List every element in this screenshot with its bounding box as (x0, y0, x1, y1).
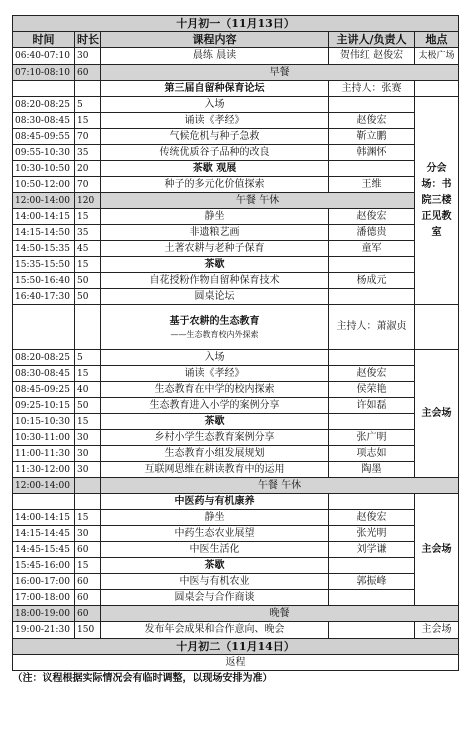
time-cell: 10:50-12:00 (13, 177, 75, 193)
section-header (13, 494, 459, 510)
duration-cell: 15 (75, 257, 101, 273)
duration-cell: 120 (75, 193, 101, 209)
duration-cell: 30 (75, 48, 101, 65)
table-row (13, 241, 459, 257)
venue-cell-main: 主会场 (415, 350, 459, 478)
duration-cell: 60 (75, 606, 101, 622)
speaker-cell: 张广明 (329, 430, 415, 446)
table-row (13, 590, 459, 606)
time-cell: 08:30-08:45 (13, 113, 75, 129)
table-row (13, 289, 459, 305)
time-cell: 14:50-15:35 (13, 241, 75, 257)
content-cell: 午餐 午休 (101, 478, 459, 494)
content-cell: 自花授粉作物自留种保育技术 (101, 273, 329, 289)
time-cell: 15:35-15:50 (13, 257, 75, 273)
content-cell: 圆桌论坛 (101, 289, 329, 305)
time-cell: 10:30-11:00 (13, 430, 75, 446)
content-cell: 土著农耕与老种子保育 (101, 241, 329, 257)
venue-cell-branch: 分会场：书院三楼正见教室 (415, 97, 459, 305)
section-title: 基于农耕的生态教育 (169, 315, 260, 327)
section-subtitle: ——生态教育校内外探索 (170, 329, 259, 339)
speaker-cell: 潘德贵 (329, 225, 415, 241)
time-cell: 08:30-08:45 (13, 366, 75, 382)
speaker-cell: 项志如 (329, 446, 415, 462)
time-cell: 15:50-16:40 (13, 273, 75, 289)
duration-cell: 15 (75, 414, 101, 430)
time-cell: 10:30-10:50 (13, 161, 75, 177)
content-cell: 午餐 午休 (101, 193, 415, 209)
speaker-cell: 张光明 (329, 526, 415, 542)
duration-cell: 70 (75, 129, 101, 145)
time-cell: 19:00-21:30 (13, 622, 75, 639)
section-title: 中医药与有机康养 (101, 494, 329, 510)
table-row (13, 129, 459, 145)
table-row (13, 273, 459, 289)
agenda-table (12, 15, 459, 686)
header-content: 课程内容 (101, 32, 329, 48)
section-title-cell (101, 305, 329, 350)
speaker-cell: 赵俊宏 (329, 209, 415, 225)
speaker-cell: 刘学谦 (329, 542, 415, 558)
venue-cell: 太极广场 (415, 48, 459, 65)
speaker-cell: 杨成元 (329, 273, 415, 289)
speaker-cell: 贺伟红 赵俊宏 (329, 48, 415, 65)
time-cell: 07:10-08:10 (13, 65, 75, 81)
duration-cell: 15 (75, 366, 101, 382)
table-row (13, 430, 459, 446)
duration-cell: 50 (75, 289, 101, 305)
speaker-cell: 陶墨 (329, 462, 415, 478)
section-header (13, 305, 459, 350)
table-row (13, 225, 459, 241)
time-cell: 09:55-10:30 (13, 145, 75, 161)
duration-cell: 50 (75, 398, 101, 414)
table-row (13, 97, 459, 113)
content-cell: 生态教育进入小学的案例分享 (101, 398, 329, 414)
time-cell: 09:25-10:15 (13, 398, 75, 414)
content-cell: 入场 (101, 350, 329, 366)
table-row (13, 48, 459, 65)
duration-cell: 45 (75, 241, 101, 257)
speaker-cell: 靳立鹏 (329, 129, 415, 145)
time-cell: 16:40-17:30 (13, 289, 75, 305)
content-cell: 茶歇 观展 (101, 161, 329, 177)
content-cell: 静坐 (101, 510, 329, 526)
time-cell: 11:00-11:30 (13, 446, 75, 462)
time-cell: 12:00-14:00 (13, 478, 75, 494)
duration-cell: 5 (75, 97, 101, 113)
duration-cell: 150 (75, 622, 101, 639)
table-row (13, 65, 459, 81)
table-row (13, 177, 459, 193)
duration-cell: 60 (75, 65, 101, 81)
content-cell: 生态教育在中学的校内探索 (101, 382, 329, 398)
duration-cell: 60 (75, 542, 101, 558)
time-cell: 08:45-09:55 (13, 129, 75, 145)
time-cell: 15:45-16:00 (13, 558, 75, 574)
time-cell: 08:20-08:25 (13, 350, 75, 366)
table-row (13, 478, 459, 494)
section-host: 主持人：萧淑贞 (329, 305, 415, 350)
duration-cell: 30 (75, 446, 101, 462)
content-cell: 发布年会成果和合作意向、晚会 (101, 622, 329, 639)
table-row (13, 542, 459, 558)
content-cell: 茶歇 (101, 558, 329, 574)
content-cell: 乡村小学生态教育案例分享 (101, 430, 329, 446)
duration-cell: 50 (75, 273, 101, 289)
table-row (13, 622, 459, 639)
header-venue: 地点 (415, 32, 459, 48)
table-row (13, 446, 459, 462)
content-cell: 圆桌会与合作商谈 (101, 590, 329, 606)
speaker-cell: 许如磊 (329, 398, 415, 414)
table-row (13, 113, 459, 129)
duration-cell: 35 (75, 225, 101, 241)
speaker-cell: 赵俊宏 (329, 510, 415, 526)
table-row (13, 161, 459, 177)
content-cell: 种子的多元化价值探索 (101, 177, 329, 193)
time-cell: 14:00-14:15 (13, 510, 75, 526)
content-cell: 生态教育小组发展规划 (101, 446, 329, 462)
footnote: （注：议程根据实际情况会有临时调整，以现场安排为准） (12, 672, 273, 684)
time-cell: 08:45-09:25 (13, 382, 75, 398)
table-row (13, 382, 459, 398)
speaker-cell: 赵俊宏 (329, 113, 415, 129)
time-cell: 18:00-19:00 (13, 606, 75, 622)
duration-cell: 30 (75, 526, 101, 542)
content-cell: 中药生态农业展望 (101, 526, 329, 542)
speaker-cell: 侯荣艳 (329, 382, 415, 398)
table-row (13, 366, 459, 382)
speaker-cell: 韩渊怀 (329, 145, 415, 161)
content-cell: 诵读《孝经》 (101, 366, 329, 382)
duration-cell: 30 (75, 462, 101, 478)
duration-cell: 5 (75, 350, 101, 366)
duration-cell: 20 (75, 161, 101, 177)
content-cell: 静坐 (101, 209, 329, 225)
duration-cell: 15 (75, 113, 101, 129)
content-cell: 非遗粮艺画 (101, 225, 329, 241)
content-cell: 中医与有机农业 (101, 574, 329, 590)
time-cell: 14:00-14:15 (13, 209, 75, 225)
section-host: 主持人：张赛 (329, 81, 415, 97)
table-row (13, 193, 459, 209)
content-cell: 晨练 晨读 (101, 48, 329, 65)
day2-title: 十月初二（11月14日） (13, 639, 459, 655)
section-header (13, 81, 459, 97)
content-cell: 茶歇 (101, 414, 329, 430)
content-cell: 晚餐 (101, 606, 459, 622)
time-cell: 12:00-14:00 (13, 193, 75, 209)
header-speaker: 主讲人/负责人 (329, 32, 415, 48)
duration-cell: 70 (75, 177, 101, 193)
time-cell: 10:15-10:30 (13, 414, 75, 430)
time-cell: 16:00-17:00 (13, 574, 75, 590)
day1-title: 十月初一（11月13日） (13, 16, 459, 32)
table-row (13, 510, 459, 526)
table-row (13, 574, 459, 590)
header-duration: 时长 (75, 32, 101, 48)
table-row (13, 209, 459, 225)
content-cell: 入场 (101, 97, 329, 113)
duration-cell: 15 (75, 209, 101, 225)
speaker-cell: 童军 (329, 241, 415, 257)
venue-cell-main: 主会场 (415, 494, 459, 606)
duration-cell: 60 (75, 590, 101, 606)
time-cell: 11:30-12:00 (13, 462, 75, 478)
duration-cell: 15 (75, 558, 101, 574)
duration-cell: 35 (75, 145, 101, 161)
speaker-cell: 郭振峰 (329, 574, 415, 590)
time-cell: 17:00-18:00 (13, 590, 75, 606)
content-cell: 气候危机与种子急救 (101, 129, 329, 145)
duration-cell: 15 (75, 510, 101, 526)
table-row (13, 414, 459, 430)
content-cell: 互联网思维在耕读教育中的运用 (101, 462, 329, 478)
content-cell: 诵读《孝经》 (101, 113, 329, 129)
content-cell: 传统优质谷子品种的改良 (101, 145, 329, 161)
table-row (13, 350, 459, 366)
time-cell: 14:45-15:45 (13, 542, 75, 558)
speaker-cell: 赵俊宏 (329, 366, 415, 382)
time-cell: 08:20-08:25 (13, 97, 75, 113)
time-cell: 14:15-14:50 (13, 225, 75, 241)
venue-cell: 主会场 (415, 622, 459, 639)
speaker-cell: 王维 (329, 177, 415, 193)
content-cell: 茶歇 (101, 257, 329, 273)
schedule (12, 15, 458, 686)
table-row (13, 398, 459, 414)
return-row: 返程 (13, 655, 459, 671)
content-cell: 中医生活化 (101, 542, 329, 558)
table-row (13, 526, 459, 542)
table-row (13, 558, 459, 574)
content-cell: 早餐 (101, 65, 459, 81)
section-title: 第三届自留种保育论坛 (101, 81, 329, 97)
table-row (13, 606, 459, 622)
duration-cell: 60 (75, 574, 101, 590)
table-row (13, 257, 459, 273)
table-row (13, 145, 459, 161)
header-time: 时间 (13, 32, 75, 48)
duration-cell: 40 (75, 382, 101, 398)
table-row (13, 462, 459, 478)
duration-cell: 30 (75, 430, 101, 446)
time-cell: 14:15-14:45 (13, 526, 75, 542)
time-cell: 06:40-07:10 (13, 48, 75, 65)
